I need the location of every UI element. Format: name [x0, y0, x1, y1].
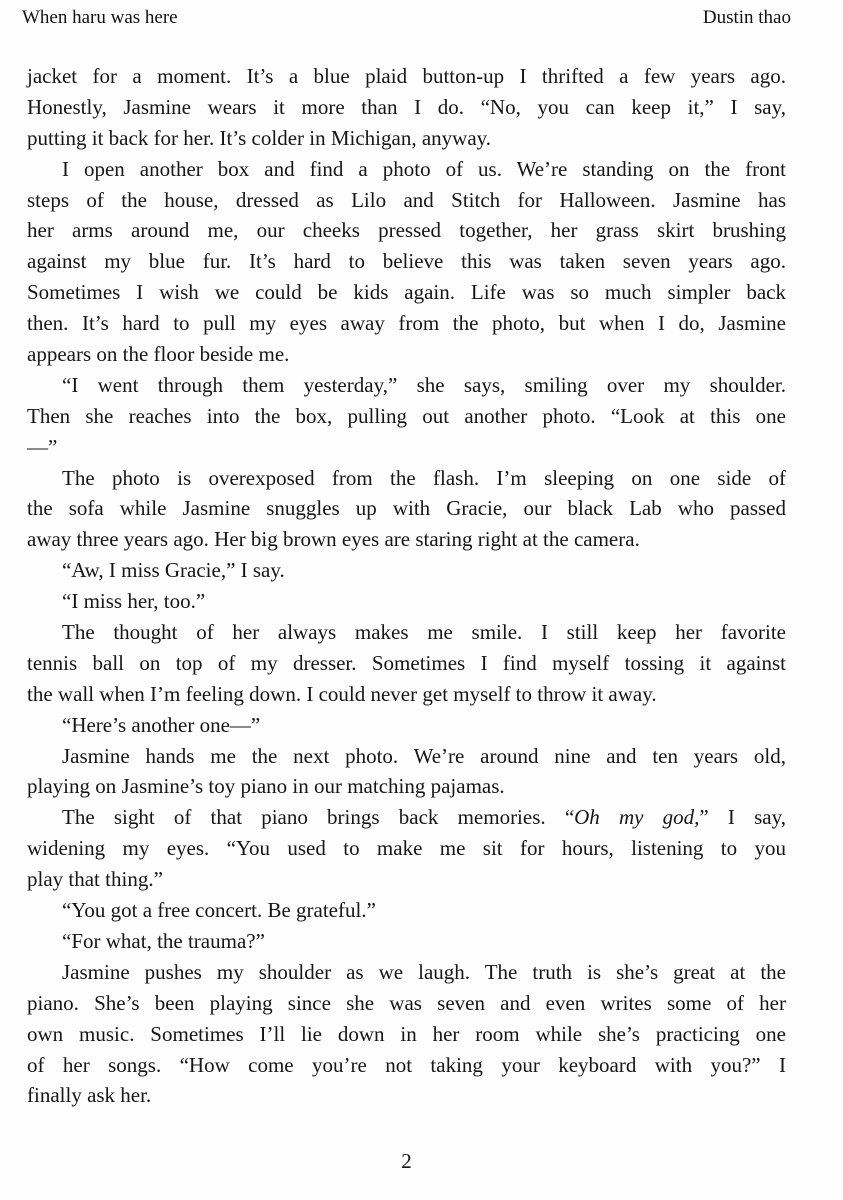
text-line — [27, 802, 786, 833]
text-line: tennis ball on top of my dresser. Sometimes I find myself tossing it against — [27, 650, 786, 675]
text-line: putting it back for her. It’s colder in Michigan, anyway. — [27, 125, 492, 150]
text-line: “For what, the trauma?” — [62, 928, 265, 953]
text-line: then. It’s hard to pull my eyes away from the photo, but when I do, Jasmine — [27, 311, 786, 336]
text-run: The sight of that piano brings back memories. “ — [62, 805, 575, 830]
text-line: “I went through them yesterday,” she says, smiling over my shoulder. — [62, 372, 786, 397]
text-line: “I miss her, too.” — [62, 589, 206, 614]
text-line: her arms around me, our cheeks pressed together, her grass skirt brushing — [27, 218, 786, 243]
text-line: widening my eyes. “You used to make me sit for hours, listening to you — [27, 836, 786, 861]
page-number: 2 — [401, 1149, 412, 1173]
text-line: jacket for a moment. It’s a blue plaid button-up I thrifted a few years ago. — [27, 64, 786, 88]
text-line: of her songs. “How come you’re not taking your keyboard with you?” I — [27, 1052, 786, 1077]
text-line: Then she reaches into the box, pulling out another photo. “Look at this one — [27, 403, 786, 428]
running-head-author: Dustin thao — [702, 7, 791, 28]
text-line: appears on the floor beside me. — [27, 342, 290, 367]
text-line: Jasmine pushes my shoulder as we laugh. The truth is she’s great at the — [62, 959, 786, 984]
text-line: the sofa while Jasmine snuggles up with Gracie, our black Lab who passed — [27, 496, 786, 521]
text-line: against my blue fur. It’s hard to believe this was taken seven years ago. — [27, 249, 786, 274]
text-line: playing on Jasmine’s toy piano in our matching pajamas. — [27, 774, 505, 799]
text-line: steps of the house, dressed as Lilo and Stitch for Halloween. Jasmine has — [27, 187, 786, 212]
text-line: piano. She’s been playing since she was seven and even writes some of her — [27, 990, 786, 1015]
text-line: own music. Sometimes I’ll lie down in her room while she’s practicing one — [27, 1021, 786, 1046]
text-line: “Here’s another one—” — [62, 712, 261, 737]
text-line: Jasmine hands me the next photo. We’re around nine and ten years old, — [62, 743, 786, 768]
text-line: The photo is overexposed from the flash. I’m sleeping on one side of — [62, 465, 786, 490]
running-header — [22, 6, 791, 30]
text-line: away three years ago. Her big brown eyes are staring right at the camera. — [27, 527, 640, 552]
text-line: “You got a free concert. Be grateful.” — [62, 898, 376, 923]
text-line: The thought of her always makes me smile. I still keep her favorite — [62, 620, 786, 645]
italic-text: Oh my god, — [574, 805, 700, 830]
text-line: Honestly, Jasmine wears it more than I do. “No, you can keep it,” I say, — [27, 94, 786, 119]
text-line: the wall when I’m feeling down. I could never get myself to throw it away. — [27, 681, 657, 706]
text-line: play that thing.” — [27, 867, 163, 892]
text-run: ” I say, — [699, 805, 786, 830]
running-head-title: When haru was here — [22, 7, 178, 28]
text-line: Sometimes I wish we could be kids again. Life was so much simpler back — [27, 280, 786, 305]
page-body — [27, 61, 786, 1111]
text-line: finally ask her. — [27, 1083, 152, 1108]
text-line: —” — [27, 434, 58, 459]
text-line: “Aw, I miss Gracie,” I say. — [62, 558, 285, 583]
text-line: I open another box and find a photo of us. We’re standing on the front — [62, 156, 786, 181]
